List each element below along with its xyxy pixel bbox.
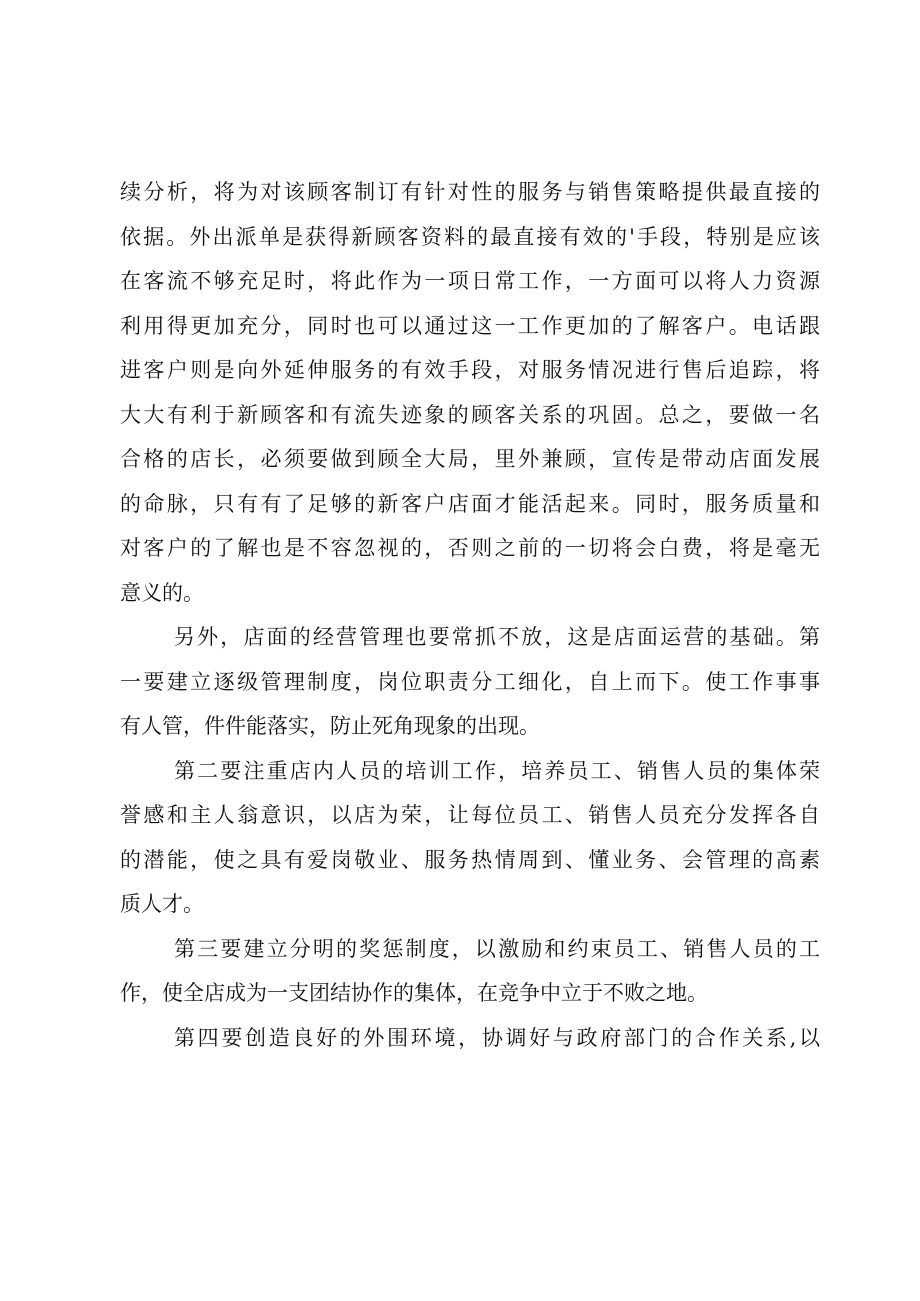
paragraph-4 [120,927,820,1016]
paragraph-2 [120,615,820,749]
text-line: 作，使全店成为一支团结协作的集体，在竞争中立于不败之地。 [120,981,708,1005]
text-line: 依据。外出派单是获得新顾客资料的最直接有效的'手段，特别是应该 [120,224,820,249]
text-line: 利用得更加充分，同时也可以通过这一工作更加的了解客户。电话跟 [120,313,820,338]
text-line: 大大有利于新顾客和有流失迹象的顾客关系的巩固。总之，要做一名 [120,402,820,427]
text-line: 另外，店面的经营管理也要常抓不放，这是店面运营的基础。第 [174,625,820,649]
text-line: 对客户的了解也是不容忽视的，否则之前的一切将会白费，将是毫无 [120,536,820,560]
text-line: 第三要建立分明的奖惩制度，以激励和约束员工、销售人员的工 [174,936,820,961]
text-line: 的命脉，只有有了足够的新客户店面才能活起来。同时，服务质量和 [120,491,820,516]
document-body [120,170,820,1060]
text-line: 在客流不够充足时，将此作为一项日常工作，一方面可以将人力资源 [120,269,820,293]
text-line: 合格的店长，必须要做到顾全大局，里外兼顾，宣传是带动店面发展 [120,447,820,471]
text-line: 质人才。 [120,892,204,916]
paragraph-5 [120,1016,820,1061]
text-line: 一要建立逐级管理制度，岗位职责分工细化，自上而下。使工作事事 [120,669,820,694]
text-line: 意义的。 [120,580,204,605]
text-line: 进客户则是向外延伸服务的有效手段，对服务情况进行售后追踪，将 [120,358,820,382]
text-line: 第四要创造良好的外围环境，协调好与政府部门的合作关系,以 [174,1025,820,1050]
text-line: 有人管，件件能落实，防止死角现象的出现。 [120,714,540,738]
paragraph-3 [120,749,820,927]
text-line: 第二要注重店内人员的培训工作，培养员工、销售人员的集体荣 [174,758,820,783]
text-line: 誉感和主人翁意识，以店为荣，让每位员工、销售人员充分发挥各自 [120,803,820,827]
text-line: 续分析，将为对该顾客制订有针对性的服务与销售策略提供最直接的 [120,180,820,204]
paragraph-1 [120,170,820,615]
text-line: 的潜能，使之具有爱岗敬业、服务热情周到、懂业务、会管理的高素 [120,847,820,872]
